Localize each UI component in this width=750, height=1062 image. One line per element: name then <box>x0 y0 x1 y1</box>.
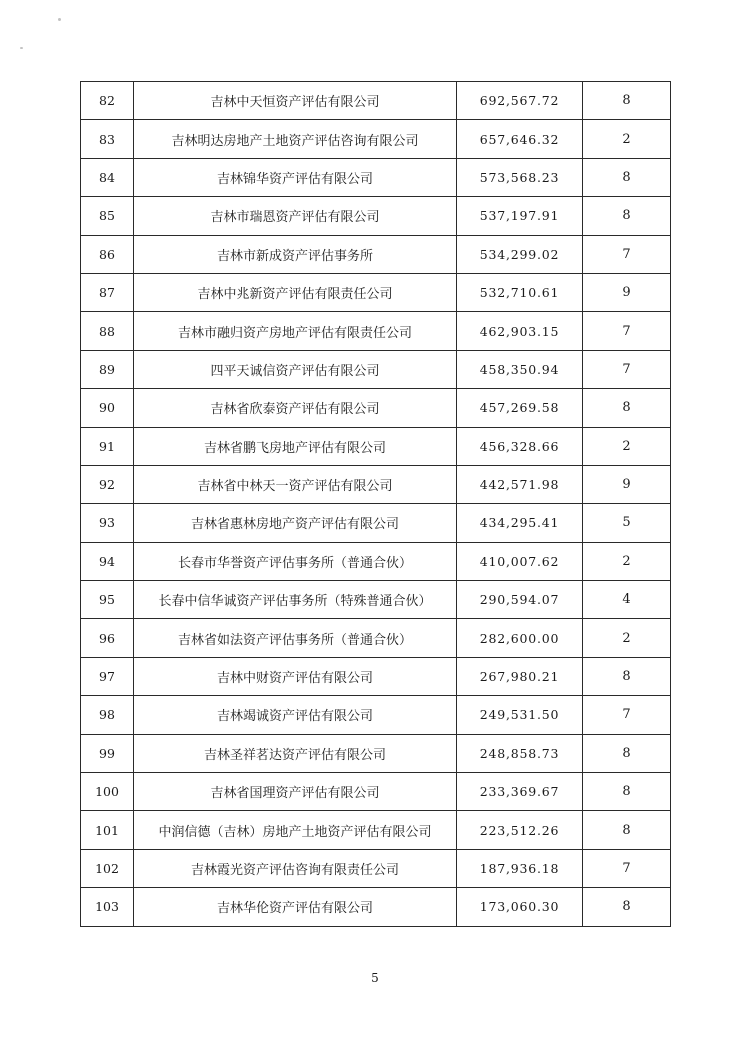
table-row <box>81 504 671 542</box>
row-index-cell: 95 <box>81 581 134 619</box>
count-cell: 8 <box>583 657 671 695</box>
firm-name-cell: 四平天诚信资产评估有限公司 <box>134 350 457 388</box>
amount-cell: 456,328.66 <box>457 427 583 465</box>
count-cell: 2 <box>583 120 671 158</box>
firm-name-cell: 吉林霞光资产评估咨询有限责任公司 <box>134 849 457 887</box>
firm-name-cell: 吉林省中林天一资产评估有限公司 <box>134 465 457 503</box>
table-row <box>81 542 671 580</box>
count-cell: 8 <box>583 773 671 811</box>
count-cell: 4 <box>583 581 671 619</box>
table-row <box>81 888 671 926</box>
amount-cell: 187,936.18 <box>457 849 583 887</box>
count-cell: 8 <box>583 734 671 772</box>
firm-name-cell: 长春市华誉资产评估事务所（普通合伙） <box>134 542 457 580</box>
amount-cell: 223,512.26 <box>457 811 583 849</box>
table-row <box>81 696 671 734</box>
count-cell: 8 <box>583 197 671 235</box>
amount-cell: 537,197.91 <box>457 197 583 235</box>
amount-cell: 233,369.67 <box>457 773 583 811</box>
amount-cell: 657,646.32 <box>457 120 583 158</box>
firm-name-cell: 长春中信华诚资产评估事务所（特殊普通合伙） <box>134 581 457 619</box>
row-index-cell: 92 <box>81 465 134 503</box>
table-row <box>81 389 671 427</box>
table-row <box>81 273 671 311</box>
row-index-cell: 96 <box>81 619 134 657</box>
firm-name-cell: 吉林中天恒资产评估有限公司 <box>134 82 457 120</box>
firm-name-cell: 吉林明达房地产土地资产评估咨询有限公司 <box>134 120 457 158</box>
firm-name-cell: 吉林市新成资产评估事务所 <box>134 235 457 273</box>
row-index-cell: 98 <box>81 696 134 734</box>
table-row <box>81 82 671 120</box>
amount-cell: 249,531.50 <box>457 696 583 734</box>
count-cell: 5 <box>583 504 671 542</box>
row-index-cell: 83 <box>81 120 134 158</box>
firm-name-cell: 吉林省欣泰资产评估有限公司 <box>134 389 457 427</box>
scan-speck <box>58 18 61 21</box>
firm-name-cell: 吉林中财资产评估有限公司 <box>134 657 457 695</box>
firm-name-cell: 吉林省国理资产评估有限公司 <box>134 773 457 811</box>
count-cell: 2 <box>583 427 671 465</box>
count-cell: 7 <box>583 849 671 887</box>
page-number: 5 <box>371 971 379 985</box>
amount-cell: 532,710.61 <box>457 273 583 311</box>
row-index-cell: 82 <box>81 82 134 120</box>
table-row <box>81 773 671 811</box>
count-cell: 7 <box>583 312 671 350</box>
table-row <box>81 197 671 235</box>
row-index-cell: 103 <box>81 888 134 926</box>
table-row <box>81 235 671 273</box>
firm-name-cell: 吉林华伦资产评估有限公司 <box>134 888 457 926</box>
row-index-cell: 86 <box>81 235 134 273</box>
amount-cell: 410,007.62 <box>457 542 583 580</box>
count-cell: 2 <box>583 619 671 657</box>
row-index-cell: 99 <box>81 734 134 772</box>
amount-cell: 458,350.94 <box>457 350 583 388</box>
count-cell: 2 <box>583 542 671 580</box>
count-cell: 8 <box>583 888 671 926</box>
row-index-cell: 94 <box>81 542 134 580</box>
scan-speck <box>20 47 23 49</box>
table-row <box>81 581 671 619</box>
amount-cell: 534,299.02 <box>457 235 583 273</box>
firm-name-cell: 吉林市瑞恩资产评估有限公司 <box>134 197 457 235</box>
amount-cell: 573,568.23 <box>457 158 583 196</box>
table-row <box>81 465 671 503</box>
row-index-cell: 88 <box>81 312 134 350</box>
table-row <box>81 427 671 465</box>
row-index-cell: 93 <box>81 504 134 542</box>
row-index-cell: 97 <box>81 657 134 695</box>
table-row <box>81 849 671 887</box>
amount-cell: 457,269.58 <box>457 389 583 427</box>
row-index-cell: 90 <box>81 389 134 427</box>
row-index-cell: 102 <box>81 849 134 887</box>
count-cell: 9 <box>583 465 671 503</box>
table-row <box>81 734 671 772</box>
table-body <box>81 82 671 927</box>
firm-name-cell: 吉林市融归资产房地产评估有限责任公司 <box>134 312 457 350</box>
row-index-cell: 101 <box>81 811 134 849</box>
amount-cell: 282,600.00 <box>457 619 583 657</box>
count-cell: 8 <box>583 811 671 849</box>
count-cell: 8 <box>583 158 671 196</box>
count-cell: 7 <box>583 696 671 734</box>
amount-cell: 248,858.73 <box>457 734 583 772</box>
assessment-firms-table <box>80 81 671 927</box>
count-cell: 8 <box>583 82 671 120</box>
amount-cell: 442,571.98 <box>457 465 583 503</box>
count-cell: 7 <box>583 235 671 273</box>
firm-name-cell: 吉林省惠林房地产资产评估有限公司 <box>134 504 457 542</box>
table-row <box>81 811 671 849</box>
amount-cell: 434,295.41 <box>457 504 583 542</box>
count-cell: 8 <box>583 389 671 427</box>
amount-cell: 462,903.15 <box>457 312 583 350</box>
amount-cell: 692,567.72 <box>457 82 583 120</box>
firm-name-cell: 吉林中兆新资产评估有限责任公司 <box>134 273 457 311</box>
firm-name-cell: 吉林圣祥茗达资产评估有限公司 <box>134 734 457 772</box>
amount-cell: 267,980.21 <box>457 657 583 695</box>
table-row <box>81 619 671 657</box>
table-row <box>81 350 671 388</box>
amount-cell: 290,594.07 <box>457 581 583 619</box>
row-index-cell: 87 <box>81 273 134 311</box>
firm-name-cell: 吉林省如法资产评估事务所（普通合伙） <box>134 619 457 657</box>
amount-cell: 173,060.30 <box>457 888 583 926</box>
row-index-cell: 85 <box>81 197 134 235</box>
table-row <box>81 657 671 695</box>
row-index-cell: 100 <box>81 773 134 811</box>
row-index-cell: 89 <box>81 350 134 388</box>
table-row <box>81 120 671 158</box>
table-row <box>81 312 671 350</box>
count-cell: 9 <box>583 273 671 311</box>
table-row <box>81 158 671 196</box>
firm-name-cell: 吉林锦华资产评估有限公司 <box>134 158 457 196</box>
count-cell: 7 <box>583 350 671 388</box>
firm-name-cell: 吉林竭诚资产评估有限公司 <box>134 696 457 734</box>
row-index-cell: 84 <box>81 158 134 196</box>
row-index-cell: 91 <box>81 427 134 465</box>
firm-name-cell: 中润信德（吉林）房地产土地资产评估有限公司 <box>134 811 457 849</box>
firm-name-cell: 吉林省鹏飞房地产评估有限公司 <box>134 427 457 465</box>
